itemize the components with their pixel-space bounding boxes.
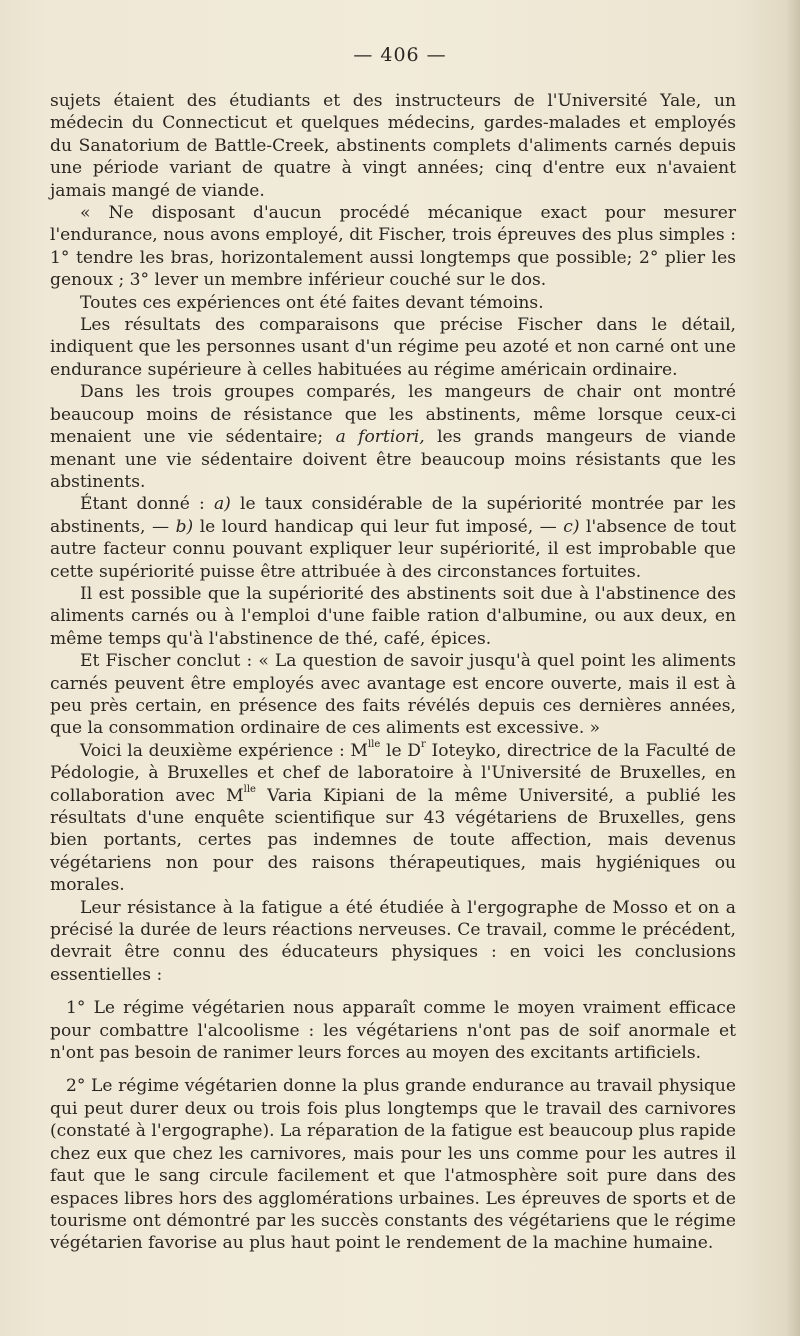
conclusion-number: 2°: [66, 1076, 86, 1097]
body-text: [50, 90, 736, 1255]
text-run: l'absence de tout autre facteur connu pouvant expliquer leur supériorité, il est improbable que cette supériorité puisse être attribuée à des circonstances fortuites.: [50, 516, 737, 582]
conclusion-item: [50, 997, 736, 1064]
superscript: lle: [367, 739, 381, 751]
page-edge-shadow: [786, 0, 800, 1336]
text-run: Varia Kipiani de la même Université, a publié les résultats d'une enquête scientifique sur 43 végétariens de Bruxelles, gens bien portants, certes pas indemnes de toute affection, mais devenus végétariens non pour des raisons thérapeutiques, mais hygiéniques ou morales.: [50, 785, 737, 896]
superscript: lle: [243, 783, 256, 795]
list-marker: b): [175, 516, 194, 537]
text-run: Ioteyko, directrice de la Faculté de Pédologie, à Bruxelles et chef de laboratoire à l'Université de Bruxelles, en collaboration avec M: [50, 740, 737, 806]
text-run: les grands mangeurs de viande menant une vie sédentaire doivent être beaucoup moins résistants que les abstinents.: [50, 427, 736, 492]
page-number: — 406 —: [353, 44, 447, 66]
paragraph: [50, 381, 736, 493]
list-marker: c): [563, 516, 580, 537]
italic-phrase: a fortiori,: [335, 427, 425, 448]
conclusion-item: [50, 1075, 736, 1254]
paragraph: Les résultats des comparaisons que précise Fischer dans le détail, indiquent que les personnes usant d'un régime peu azoté et non carné ont une endurance supérieure à celles habituées au régime américain ordinaire.: [50, 315, 736, 380]
text-run: le D: [386, 740, 422, 761]
text-run: le taux considérable de la supériorité montrée par les abstinents, —: [50, 494, 736, 537]
superscript: r: [421, 739, 426, 751]
spacer: [50, 1064, 736, 1075]
conclusion-text: Le régime végétarien donne la plus grande endurance au travail physique qui peut durer deux ou trois fois plus longtemps que le travail des carnivores (constaté à l'ergographe). La réparation de la fatigue est beaucoup plus rapide chez eux que chez les carnivores, mais pour les uns comme pour les autres il faut que le sang circule facilement et que l'atmosphère soit pure dans des espaces libres hors des agglomérations urbaines. Les épreuves de sports et de tourisme ont démontré par les succès constants des végétariens que le régime végétarien favorise au plus haut point le rendement de la machine humaine.: [50, 1076, 737, 1254]
paragraph: Toutes ces expériences ont été faites devant témoins.: [80, 292, 544, 313]
text-run: Étant donné :: [80, 494, 205, 515]
text-run: Voici la deuxième expérience : M: [80, 740, 368, 761]
conclusion-number: 1°: [66, 998, 86, 1019]
text-run: Dans les trois groupes comparés, les mangeurs de chair ont montré beaucoup moins de résistance que les abstinents, même lorsque ceux-ci menaient une vie sédentaire;: [50, 382, 736, 448]
text-run: le lourd handicap qui leur fut imposé, —: [199, 516, 557, 537]
paragraph: [50, 493, 736, 583]
paragraph: [50, 740, 736, 897]
paragraph: Leur résistance à la fatigue a été étudiée à l'ergographe de Mosso et on a précisé la durée de leurs réactions nerveuses. Ce travail, comme le précédent, devrait être connu des éducateurs physiques : en voici les conclusions essentielles :: [50, 897, 736, 985]
conclusion-text: Le régime végétarien nous apparaît comme le moyen vraiment efficace pour combattre l'alcoolisme : les végétariens n'ont pas de soif anormale et n'ont pas besoin de ranimer leurs forces au moyen des excitants artificiels.: [50, 998, 736, 1064]
paragraph: Il est possible que la supériorité des abstinents soit due à l'abstinence des aliments carnés ou à l'emploi d'une faible ration d'albumine, ou aux deux, en même temps qu'à l'abstinence de thé, café, épices.: [50, 583, 736, 649]
paragraph: Et Fischer conclut : « La question de savoir jusqu'à quel point les aliments carnés peuvent être employés avec avantage est encore ouverte, mais il est à peu près certain, en présence des faits révélés depuis ces dernières années, que la consommation ordinaire de ces aliments est excessive. »: [50, 651, 736, 739]
paragraph: sujets étaient des étudiants et des instructeurs de l'Université Yale, un médecin du Connecticut et quelques médecins, gardes-malades et employés du Sanatorium de Battle-Creek, abstinents complets d'aliments carnés depuis une période variant de quatre à vingt années; cinq d'entre eux n'avaient jamais mangé de viande.: [50, 91, 736, 201]
paragraph: « Ne disposant d'aucun procédé mécanique exact pour mesurer l'endurance, nous avons employé, dit Fischer, trois épreuves des plus simples : 1° tendre les bras, horizontalement aussi longtemps que possible; 2° plier les genoux ; 3° lever un membre inférieur couché sur le dos.: [50, 203, 736, 291]
spacer: [50, 986, 736, 997]
list-marker: a): [213, 494, 231, 515]
